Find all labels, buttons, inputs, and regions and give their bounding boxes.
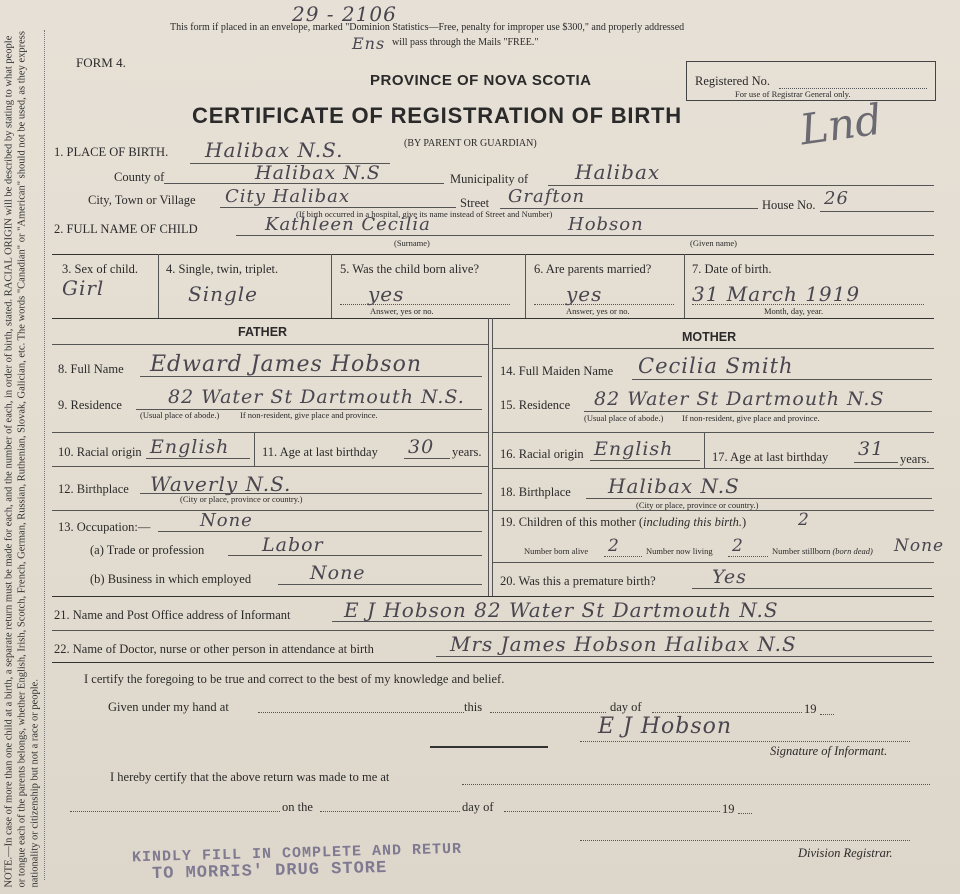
mother-years-label: years. (900, 452, 930, 466)
now-living-value: 2 (732, 536, 744, 556)
handwritten-initials: Ens (352, 34, 386, 53)
born-alive-note: Answer, yes or no. (370, 306, 434, 316)
date-of-birth-note: Month, day, year. (764, 306, 824, 316)
mail-notice-2: will pass through the Mails "FREE." (392, 37, 539, 48)
born-alive-count-label: Number born alive (524, 546, 589, 556)
mother-nonresident-note: If non-resident, give place and province. (682, 413, 820, 423)
born-alive-value: yes (368, 282, 405, 306)
sex-value: Girl (62, 276, 105, 300)
mother-heading: MOTHER (682, 330, 737, 344)
mother-racial-value: English (594, 438, 674, 460)
informant-signature: E J Hobson (598, 714, 733, 739)
stillborn-label: Number stillborn (born dead) (772, 546, 873, 556)
father-heading: FATHER (238, 325, 288, 339)
occupation-value: None (200, 510, 253, 531)
business-value: None (310, 562, 366, 584)
county-label: County of (114, 170, 165, 184)
year-prefix-2: 19 (722, 802, 735, 816)
father-residence-label: 9. Residence (58, 398, 122, 412)
father-nonresident-note: If non-resident, give place and province. (240, 410, 378, 420)
mother-usual-note: (Usual place of abode.) (584, 413, 664, 423)
stillborn-value: None (894, 536, 945, 556)
registered-label: Registered No. (695, 74, 770, 88)
sidebar-divider (44, 30, 45, 880)
sex-label: 3. Sex of child. (62, 262, 139, 276)
mother-birthplace-note: (City or place, province or country.) (636, 500, 759, 510)
given-under-label: Given under my hand at (108, 700, 229, 714)
mail-notice-1: This form if placed in an envelope, marked "Dominion Statistics—Free, penalty for improper use $300," and properly addressed (170, 22, 685, 33)
hospital-note: (If birth occurred in a hospital, give its name instead of Street and Number) (296, 209, 553, 219)
doctor-value: Mrs James Hobson Halibax N.S (450, 632, 797, 656)
father-years-label: years. (452, 445, 482, 459)
business-label: (b) Business in which employed (90, 572, 252, 586)
father-racial-value: English (150, 436, 230, 458)
born-alive-count-value: 2 (608, 536, 620, 556)
given-name-note: (Given name) (690, 238, 737, 248)
now-living-label: Number now living (646, 546, 713, 556)
stamp-line-1: KINDLY FILL IN COMPLETE AND RETUR (131, 840, 463, 867)
mother-residence-label: 15. Residence (500, 398, 571, 412)
father-age-value: 30 (408, 436, 435, 458)
city-label: City, Town or Village (88, 193, 196, 207)
born-alive-label: 5. Was the child born alive? (340, 262, 480, 276)
this-label: this (464, 700, 483, 714)
parents-married-note: Answer, yes or no. (566, 306, 630, 316)
house-no-value: 26 (824, 188, 849, 209)
father-birthplace-value: Waverly N.S. (150, 472, 292, 496)
occupation-label: 13. Occupation:— (58, 520, 151, 534)
mother-birthplace-value: Halibax N.S (608, 474, 740, 498)
trade-label: (a) Trade or profession (90, 543, 205, 557)
handwritten-number: 29 - 2106 (292, 2, 397, 26)
surname-note: (Surname) (394, 238, 430, 248)
informant-value: E J Hobson 82 Water St Dartmouth N.S (344, 598, 779, 622)
single-twin-value: Single (188, 282, 259, 306)
street-label: Street (460, 196, 490, 210)
municipality-label: Municipality of (450, 172, 529, 186)
mother-residence-value: 82 Water St Dartmouth N.S (594, 388, 885, 410)
doctor-label: 22. Name of Doctor, nurse or other person in attendance at birth (54, 642, 374, 656)
informant-label: 21. Name and Post Office address of Informant (54, 608, 291, 622)
street-value: Grafton (508, 186, 586, 207)
premature-label: 20. Was this a premature birth? (500, 574, 656, 588)
trade-value: Labor (262, 534, 324, 556)
certificate-title: CERTIFICATE OF REGISTRATION OF BIRTH (192, 103, 682, 128)
father-usual-note: (Usual place of abode.) (140, 410, 220, 420)
day-of-label: day of (610, 700, 642, 714)
premature-value: Yes (712, 566, 747, 588)
mother-name-label: 14. Full Maiden Name (500, 364, 614, 378)
division-registrar-label: Division Registrar. (798, 846, 893, 860)
city-value: City Halibax (225, 186, 351, 207)
form-number: FORM 4. (76, 55, 126, 70)
year-prefix: 19 (804, 702, 817, 716)
mother-birthplace-label: 18. Birthplace (500, 485, 571, 499)
certify-text: I certify the foregoing to be true and correct to the best of my knowledge and belief. (84, 672, 505, 686)
registrar-use-note: For use of Registrar General only. (735, 89, 851, 99)
father-age-label: 11. Age at last birthday (262, 445, 378, 459)
parents-married-value: yes (566, 282, 603, 306)
certificate-subtitle: (BY PARENT OR GUARDIAN) (404, 138, 537, 149)
children-value: 2 (798, 510, 810, 530)
place-of-birth-label: 1. PLACE OF BIRTH. (54, 145, 169, 159)
child-name-label: 2. FULL NAME OF CHILD (54, 222, 198, 236)
child-given-value: Hobson (568, 214, 644, 235)
province-heading: PROVINCE OF NOVA SCOTIA (370, 72, 592, 89)
father-birthplace-note: (City or place, province or country.) (180, 494, 303, 504)
stamp-line-2: TO MORRIS' DRUG STORE (151, 858, 388, 885)
house-no-label: House No. (762, 198, 816, 212)
sidebar-note: NOTE.—In case of more than one child at a birth, a separate return must be made for each, and the number of each, in order of birth, stated. RACIAL ORIGIN will be described by stating to what people or tongue each of the parents belongs, whether English, Irish, Scotch, French, German, Russian, Ruthenian, Slovak, Galician, etc. The words "Canadian" or "American" should not be used, as they express nationality or citizenship but not a race or people. (3, 31, 41, 888)
day-of-label-2: day of (462, 800, 494, 814)
parents-married-label: 6. Are parents married? (534, 262, 652, 276)
registered-box (686, 61, 936, 101)
mother-racial-label: 16. Racial origin (500, 447, 584, 461)
father-name-label: 8. Full Name (58, 362, 124, 376)
children-label: 19. Children of this mother (including this birth.) (500, 515, 747, 529)
municipality-value: Halibax (575, 160, 661, 184)
single-twin-label: 4. Single, twin, triplet. (166, 262, 279, 276)
place-of-birth-value: Halibax N.S. (205, 138, 344, 162)
signature-informant-label: Signature of Informant. (770, 744, 888, 758)
father-name-value: Edward James Hobson (150, 352, 422, 377)
father-birthplace-label: 12. Birthplace (58, 482, 129, 496)
pencil-mark: Lnd (796, 94, 885, 155)
hereby-certify-label: I hereby certify that the above return was made to me at (110, 770, 390, 784)
father-residence-value: 82 Water St Dartmouth N.S. (168, 386, 465, 408)
mother-age-label: 17. Age at last birthday (712, 450, 829, 464)
child-surname-value: Kathleen Cecilia (265, 214, 431, 235)
father-racial-label: 10. Racial origin (58, 445, 142, 459)
date-of-birth-value: 31 March 1919 (692, 282, 861, 306)
mother-age-value: 31 (858, 438, 885, 460)
mother-name-value: Cecilia Smith (638, 354, 794, 378)
county-value: Halibax N.S (255, 162, 381, 184)
date-of-birth-label: 7. Date of birth. (692, 262, 772, 276)
on-the-label: on the (282, 800, 313, 814)
